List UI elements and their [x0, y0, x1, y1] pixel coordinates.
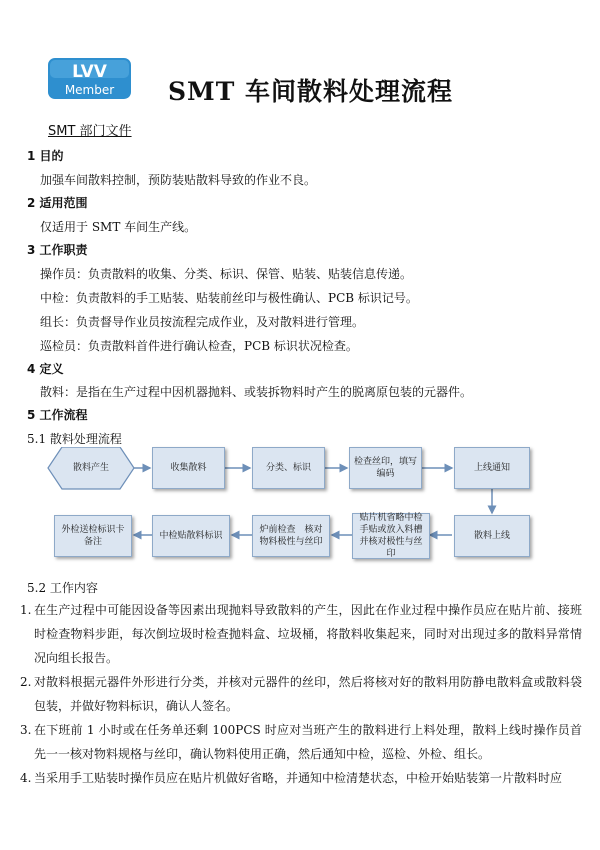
- item-number: 3.: [20, 723, 32, 737]
- section-5-heading: 5 工作流程: [27, 408, 88, 422]
- flow-step-start: 散料产生: [72, 463, 109, 473]
- item-number: 4.: [20, 771, 32, 785]
- item-text: 在下班前 1 小时或在任务单还剩 100PCS 时应对当班产生的散料进行上料处理，散料上线时操作员首先一一核对物料规格与丝印，确认物料使用正确，然后通知中检，巡检、外检、组长。: [34, 723, 582, 761]
- flow-step-collect: 收集散料: [152, 447, 225, 489]
- item-text: 当采用手工贴装时操作员应在贴片机做好省略，并通知中检清楚状态，中检开始贴装第一片散料时应: [34, 771, 563, 785]
- flow-step-inspect: 外检送检标识卡备注: [54, 515, 132, 557]
- list-item: [20, 718, 580, 766]
- list-item: [20, 766, 580, 790]
- document-name: SMT 部门文件: [48, 124, 132, 139]
- item-text: 对散料根据元器件外形进行分类，并核对元器件的丝印，然后将核对好的散料用防静电散料盒或散料袋包装，并做好物料标识，确认人签名。: [34, 675, 582, 713]
- item-number: 2.: [20, 675, 32, 689]
- company-logo: [47, 57, 132, 100]
- section-1-text: 加强车间散料控制，预防装贴散料导致的作业不良。: [40, 173, 317, 187]
- list-item: [20, 598, 580, 670]
- duty-line: 操作员：负责散料的收集、分类、标识、保管、贴装、贴装信息传递。: [40, 267, 413, 281]
- logo-top-text: LVV: [72, 62, 107, 82]
- duty-line: 组长：负责督导作业员按流程完成作业，及对散料进行管理。: [40, 315, 365, 329]
- section-2-text: 仅适用于 SMT 车间生产线。: [40, 220, 197, 234]
- flow-step-notify: 上线通知: [454, 447, 530, 489]
- flow-step-check-print: 检查丝印，填写编码: [349, 447, 422, 489]
- flow-step-online: 散料上线: [454, 515, 530, 557]
- subsection-5-2: 5.2 工作内容: [27, 581, 98, 595]
- flow-step-classify: 分类、标识: [252, 447, 325, 489]
- flow-step-mark: 中检贴散料标识: [152, 515, 230, 557]
- page-title: SMT 车间散料处理流程: [168, 77, 454, 106]
- section-3-heading: 3 工作职责: [27, 243, 88, 257]
- item-number: 1.: [20, 603, 32, 617]
- duty-line: 中检：负责散料的手工贴装、贴装前丝印与极性确认、PCB 标识记号。: [40, 291, 418, 305]
- section-4-heading: 4 定义: [27, 362, 64, 376]
- flowchart: [40, 447, 560, 577]
- list-item: [20, 670, 580, 718]
- logo-bottom-text: Member: [64, 83, 115, 97]
- item-text: 在生产过程中可能因设备等因素出现抛料导致散料的产生，因此在作业过程中操作员应在贴片前、接班时检查物料步距，每次倒垃圾时检查抛料盒、垃圾桶，将散料收集起来，同时对出现过多的散料异常情况向组长报告。: [34, 603, 582, 665]
- flow-step-machine-check: 贴片机省略中检手贴或放入料槽并核对极性与丝印: [352, 513, 430, 559]
- section-2-heading: 2 适用范围: [27, 196, 88, 210]
- flow-step-oven-check: 炉前检查 核对物料极性与丝印: [252, 515, 330, 557]
- duty-line: 巡检员：负责散料首件进行确认检查，PCB 标识状况检查。: [40, 339, 358, 353]
- section-4-text: 散料：是指在生产过程中因机器抛料、或装拆物料时产生的脱离原包装的元器件。: [40, 385, 473, 399]
- subsection-5-1: 5.1 散料处理流程: [27, 432, 122, 446]
- section-1-heading: 1 目的: [27, 149, 64, 163]
